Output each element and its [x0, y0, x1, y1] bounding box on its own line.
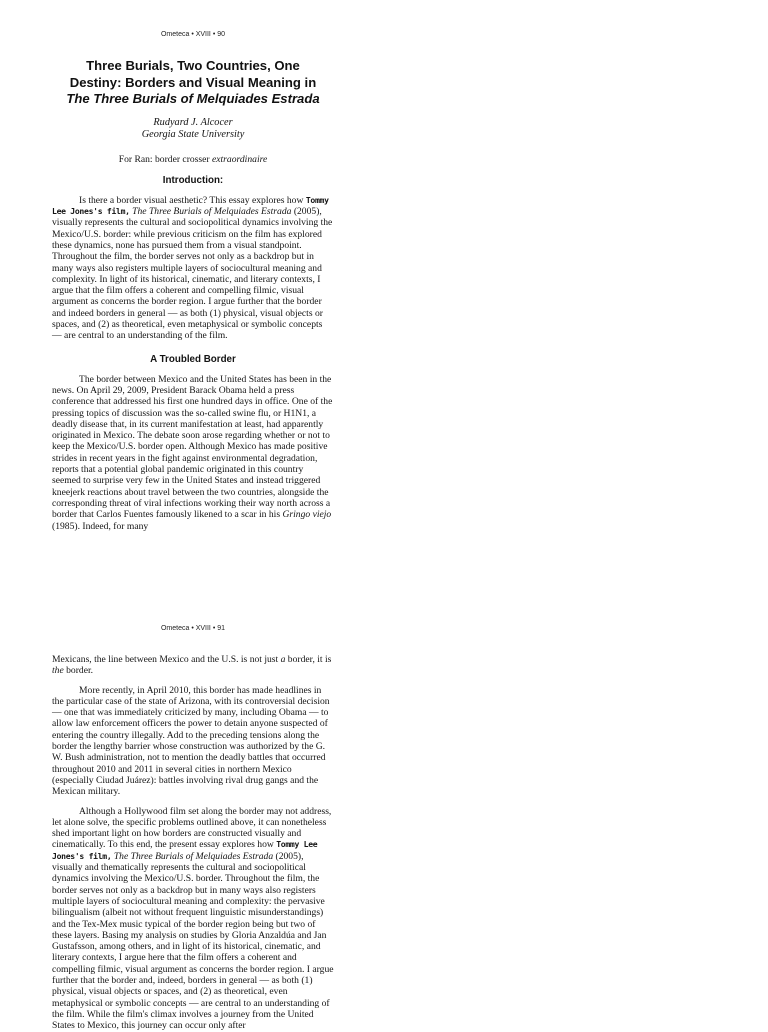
paragraph-text: Is there a border visual aesthetic? This essay explores how [79, 194, 306, 206]
emphasis: the [52, 665, 64, 677]
section-heading-troubled-border: A Troubled Border [150, 353, 236, 365]
director-credit: Tommy Lee Jones's film, [52, 839, 318, 861]
title-film-name: The Three Burials of Melquiades Estrada [66, 91, 320, 106]
film-title: The Three Burials of Melquiades Estrada [129, 206, 292, 218]
paragraph-text: border. [63, 665, 94, 677]
paragraph-troubled-border [52, 374, 334, 532]
director-credit: Tommy Lee Jones's film, [52, 194, 329, 217]
film-title: The Three Burials of Melquiades Estrada [111, 850, 274, 862]
paragraph-text: border, it is [285, 654, 332, 665]
author-affiliation: Georgia State University [141, 129, 245, 140]
title-line: Three Burials, Two Countries, One [86, 58, 300, 73]
paragraph-introduction [52, 195, 334, 342]
running-head: Ometeca • XVIII • 90 [160, 31, 226, 38]
page-90 [52, 30, 334, 532]
dedication [52, 154, 334, 165]
paragraph-continued [52, 654, 334, 677]
section-heading-introduction: Introduction: [162, 174, 224, 186]
page-91 [52, 624, 334, 1032]
author-block [52, 117, 334, 142]
article-title [52, 58, 334, 108]
emphasis: a [280, 654, 286, 665]
author-name: Rudyard J. Alcocer [153, 116, 233, 128]
paragraph-text: (1985). Indeed, for many [52, 520, 149, 532]
paragraph-text: The border between Mexico and the United States has been in the news. On April 29, 2009, President Barack Obama held a press conference that addressed his first one hundred days in office. One of the pressing topics of discussion was the so-called swine flu, or H1N1, a deadly disease that, in its current manifestation at least, had apparently originated in Mexico. The debate soon arose regarding whether or not to keep the Mexico/U.S. border open. Although Mexico has made positive strides in recent years in the fight against environmental degradation, reports that a potential global pandemic originated in this country seemed to surprise very few in the United States and instead triggered kneejerk reactions about travel between the two countries, alongside the corresponding threat of viral infections working their way north across a border that Carlos Fuentes famously likened to a scar in his [52, 373, 333, 521]
title-line: Destiny: Borders and Visual Meaning in [69, 74, 317, 90]
book-title: Gringo viejo [282, 509, 332, 521]
dedication-text: For Ran: border crosser [118, 153, 212, 165]
paragraph-text: Mexicans, the line between Mexico and the U.S. is not just [52, 654, 281, 665]
running-head: Ometeca • XVIII • 91 [160, 625, 226, 632]
paragraph-text: Although a Hollywood film set along the border may not address, let alone solve, the specific problems outlined above, it can nonetheless shed important light on how borders are constructed visually and cinematically. To this end, the present essay explores how [52, 805, 332, 851]
paragraph-text: (2005), visually and thematically represents the cultural and sociopolitical dynamics involving the Mexico/U.S. border. Throughout the film, the border serves not only as a backdrop but in many ways also registers multiple layers of sociocultural meaning and complexity: the pervasive bilingualism (albeit not without frequent linguistic misunderstandings) and the Tex-Mex music typical of the border region being but two of these layers. Basing my analysis on studies by Gloria Anzaldúa and Jan Gustafsson, among others, and in light of its historical, cinematic, and literary contexts, I argue here that the film offers a coherent and compelling filmic, visual argument as concerns the border region. I argue further that the border and, indeed, borders in general — as both (1) physical, visual objects or spaces, and (2) as theoretical, even metaphysical or symbolic concepts — are central to an understanding of the film. While the film's climax involves a journey from the United States to Mexico, this journey can occur only after [52, 850, 334, 1032]
paragraph-text: (2005), visually represents the cultural and sociopolitical dynamics involving the Mexico/U.S. border: while previous criticism on the film has explored these dynamics, none has pursued them from a visual standpoint. Throughout the film, the border serves not only as a backdrop but in many ways also registers multiple layers of sociocultural meaning and complexity. In light of its historical, cinematic, and literary contexts, I argue that the film offers a coherent and compelling filmic, visual argument as concerns the border region. I argue further that the border and indeed borders in general — as both (1) physical, visual objects or spaces, and (2) as theoretical, even metaphysical or symbolic concepts — are central to an understanding of the film. [52, 206, 333, 342]
paragraph-hollywood [52, 806, 334, 1032]
paragraph-arizona: More recently, in April 2010, this border has made headlines in the particular case of the state of Arizona, with its controversial decision — one that was immediately criticized by many, including Obama — to allow law enforcement officers the power to detain anyone suspected of entering the country illegally. Add to the preceding tensions along the border the lengthy barrier whose construction was authorized by the G. W. Bush administration, not to mention the deadly battles that occurred throughout 2010 and 2011 in several cities in northern Mexico (especially Ciudad Juárez): battles involving rival drug gangs and the Mexican military. [52, 684, 330, 798]
dedication-emphasis: extraordinaire [212, 153, 268, 165]
